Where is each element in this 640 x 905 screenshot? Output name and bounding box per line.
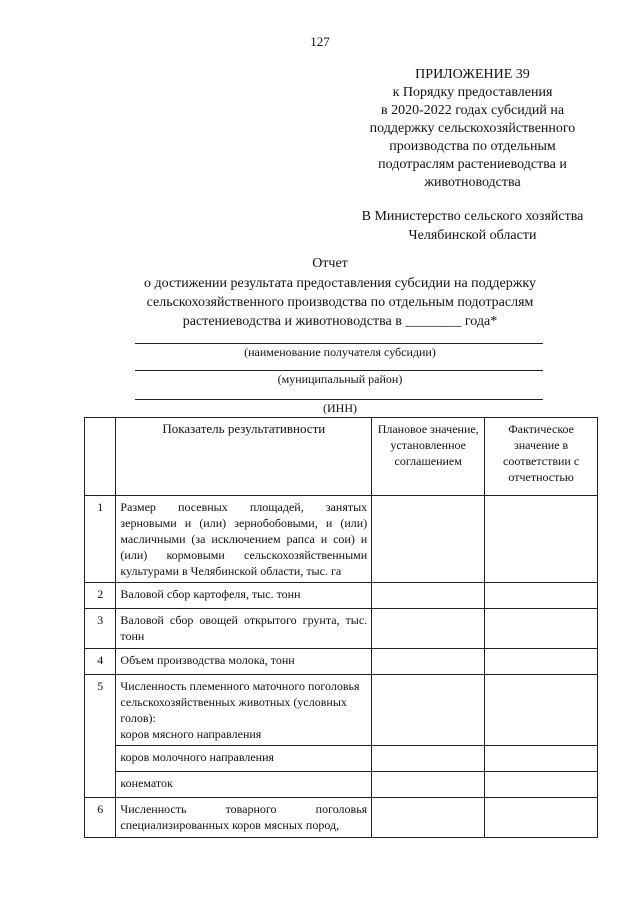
recipient-name-caption: (наименование получателя субсидии) <box>244 345 436 359</box>
annex-block <box>330 66 615 192</box>
row-number: 6 <box>85 798 116 838</box>
annex-line: в 2020-2022 годах субсидий на <box>380 103 565 118</box>
planned-value-cell[interactable] <box>372 746 485 772</box>
inn-line <box>135 399 543 400</box>
row-number: 1 <box>85 496 116 583</box>
row-indicator: Валовой сбор овощей открытого грунта, тыс. тонн <box>116 609 372 649</box>
annex-line: подотраслям растениеводства и <box>378 157 567 172</box>
row-indicator: Объем производства молока, тонн <box>116 649 372 675</box>
report-subtitle-line-2: сельскохозяйственного производства по отдельным подотраслям <box>146 295 534 310</box>
actual-value-cell[interactable] <box>485 609 598 649</box>
table-row <box>85 649 598 675</box>
row-indicator-subitem: коров мясного направления <box>120 727 262 741</box>
header-planned: Плановое значение, установленное соглашением <box>372 418 485 496</box>
table-row <box>85 583 598 609</box>
recipient-name-line <box>135 343 543 344</box>
report-subtitle-line-1: о достижении результата предоставления субсидии на поддержку <box>143 276 537 291</box>
planned-value-cell[interactable] <box>372 583 485 609</box>
row-indicator: Численность товарного поголовья специализированных коров мясных пород, <box>116 798 372 838</box>
header-actual: Фактическое значение в соответствии с отчетностью <box>485 418 598 496</box>
table-row <box>85 772 598 798</box>
row-indicator: коров молочного направления <box>116 746 372 772</box>
recipient-line-1: В Министерство сельского хозяйства <box>361 209 584 224</box>
row-indicator: Размер посевных площадей, занятых зерновыми и (или) зернобобовыми, и (или) масличными (за исключением рапса и сои) и (или) кормовыми сельскохозяйственными культурами в Челябинской области, тыс. га <box>116 496 372 583</box>
page-number: 127 <box>310 34 330 49</box>
actual-value-cell[interactable] <box>485 675 598 746</box>
annex-line: животноводства <box>424 175 521 190</box>
header-num-cell <box>85 418 116 496</box>
actual-value-cell[interactable] <box>485 583 598 609</box>
row-number: 2 <box>85 583 116 609</box>
planned-value-cell[interactable] <box>372 496 485 583</box>
annex-line: к Порядку предоставления <box>392 85 553 100</box>
report-subtitle-line-3: растениеводства и животноводства в ________ года* <box>182 314 498 329</box>
report-subtitle <box>90 274 590 331</box>
planned-value-cell[interactable] <box>372 798 485 838</box>
row-number <box>85 746 116 772</box>
planned-value-cell[interactable] <box>372 675 485 746</box>
planned-value-cell[interactable] <box>372 609 485 649</box>
actual-value-cell[interactable] <box>485 772 598 798</box>
actual-value-cell[interactable] <box>485 798 598 838</box>
row-indicator-text: Численность племенного маточного поголовья сельскохозяйственных животных (условных голов): <box>120 679 360 725</box>
actual-value-cell[interactable] <box>485 649 598 675</box>
row-indicator: конематок <box>116 772 372 798</box>
inn-caption: (ИНН) <box>323 401 357 415</box>
row-indicator: Валовой сбор картофеля, тыс. тонн <box>116 583 372 609</box>
indicators-table <box>84 417 598 838</box>
recipient-block <box>330 207 615 245</box>
table-row <box>85 496 598 583</box>
table-row <box>85 746 598 772</box>
table-row <box>85 609 598 649</box>
row-number: 4 <box>85 649 116 675</box>
recipient-line-2: Челябинской области <box>408 228 537 243</box>
district-line <box>135 370 543 371</box>
planned-value-cell[interactable] <box>372 772 485 798</box>
actual-value-cell[interactable] <box>485 746 598 772</box>
table-row <box>85 675 598 746</box>
row-number: 5 <box>85 675 116 746</box>
row-number <box>85 772 116 798</box>
actual-value-cell[interactable] <box>485 496 598 583</box>
table-header-row <box>85 418 598 496</box>
row-number: 3 <box>85 609 116 649</box>
table-row <box>85 798 598 838</box>
annex-line: поддержку сельскохозяйственного <box>369 121 576 136</box>
report-title: Отчет <box>312 256 348 271</box>
annex-line: производства по отдельным <box>389 139 556 154</box>
district-caption: (муниципальный район) <box>277 372 403 386</box>
header-indicator: Показатель результативности <box>116 418 372 496</box>
row-indicator <box>116 675 372 746</box>
planned-value-cell[interactable] <box>372 649 485 675</box>
annex-title: ПРИЛОЖЕНИЕ 39 <box>415 67 530 82</box>
